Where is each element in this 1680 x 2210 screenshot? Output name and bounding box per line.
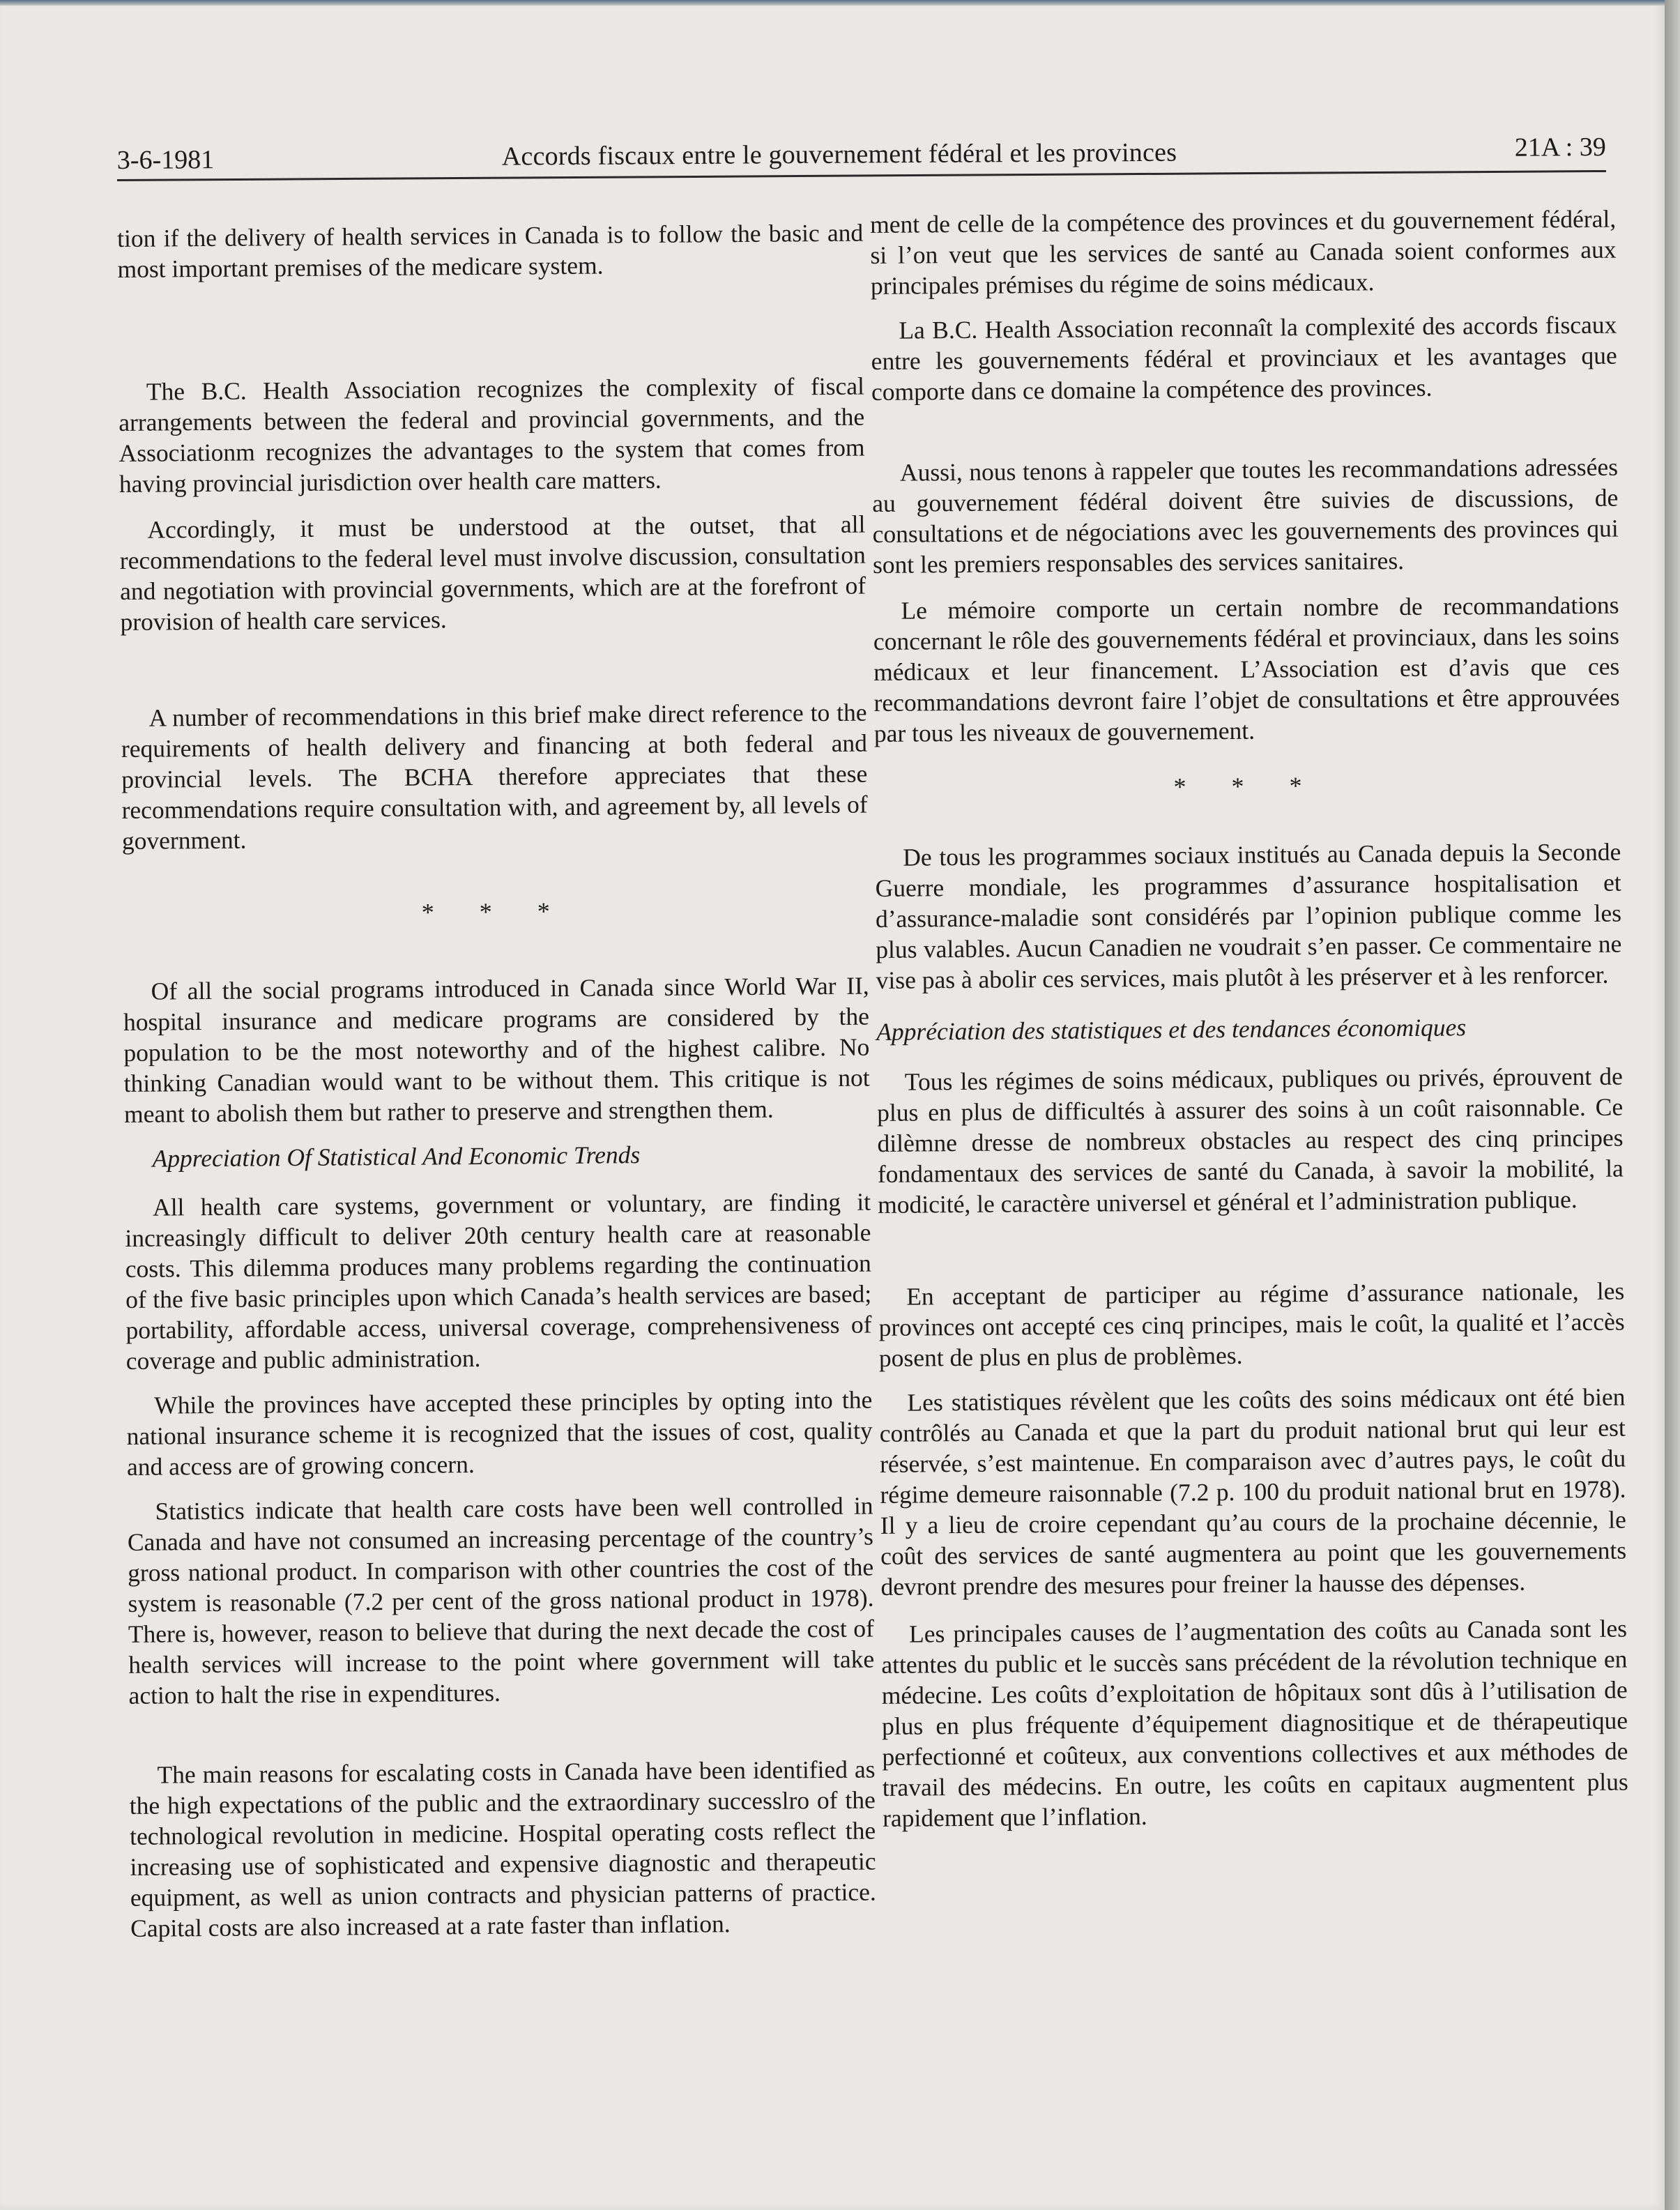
- fr-paragraph-4: Le mémoire comporte un certain nombre de recommandations concernant le rôle des gouvernements fédéral et provinciaux, dans les soins médicaux et leur financement. L’Association est d’avis que ces recommandations devront faire l’objet de consultations et être approuvées par tous les niveaux de gouvernement.: [873, 590, 1620, 747]
- en-paragraph-3: Accordingly, it must be understood at the outset, that all recommendations to the federal level must involve discussion, consultation and negotiation with provincial governments, which are at the forefront of provision of health care services.: [119, 510, 866, 636]
- english-column: [117, 218, 878, 2105]
- french-column: [870, 204, 1631, 2091]
- header-date: 3-6-1981: [116, 145, 215, 176]
- en-paragraph-8: Statistics indicate that health care costs have been well controlled in Canada and have not consumed an increasing percentage of the country’s gross national product. In comparison with other countries the cost of the system is reasonable (7.2 per cent of the gross national product in 1978). There is, however, reason to believe that during the next decade the cost of health services will increase to the point where government will take action to halt the rise in expenditures.: [127, 1491, 875, 1709]
- fr-paragraph-5: De tous les programmes sociaux institués au Canada depuis la Seconde Guerre mondiale, les programmes d’assurance hospitalisation et d’assurance-maladie sont considérés par l’opinion publique comme les plus valables. Aucun Canadien ne voudrait s’en passer. Ce commentaire ne vise pas à abolir ces services, mais plutôt à les préserver et à les renforcer.: [875, 837, 1622, 994]
- page-header: [117, 130, 1606, 178]
- fr-paragraph-3: Aussi, nous tenons à rappeler que toutes les recommandations adressées au gouvernement fédéral doivent être suivies de discussions, de consultations et de négociations avec les gouvernements des provinces qui sont les premiers responsables des services sanitaires.: [872, 452, 1619, 579]
- en-subheading: Appreciation Of Statistical And Economic Trends: [152, 1141, 641, 1173]
- fr-section-separator: * * *: [1173, 771, 1322, 801]
- header-rule: [117, 170, 1606, 181]
- top-edge-band: [0, 0, 1665, 6]
- fr-subheading: Appréciation des statistiques et des tendances économiques: [876, 1013, 1467, 1046]
- en-paragraph-4: A number of recommendations in this brief make direct reference to the requirements of health delivery and financing at both federal and provincial levels. The BCHA therefore appreciates that these recommendations require consultation with, and agreement by, all levels of government.: [121, 698, 868, 855]
- en-paragraph-1: tion if the delivery of health services in Canada is to follow the basic and most important premises of the medicare system.: [117, 218, 864, 283]
- en-section-separator: * * *: [421, 897, 570, 927]
- en-paragraph-5: Of all the social programs introduced in Canada since World War II, hospital insurance and medicare programs are considered by the population to be the most noteworthy and of the highest calibre. No thinking Canadian would want to be without them. This critique is not meant to abolish them but rather to preserve and strengthen them.: [123, 971, 870, 1128]
- fr-paragraph-9: Les principales causes de l’augmentation des coûts au Canada sont les attentes du public et le succès sans précédent de la révolution technique en médecine. Les coûts d’exploitation de hôpitaux sont dûs à l’utilisation de plus en plus fréquente d’équipement diagnositique et de thérapeutique perfectionné et coûteux, aux conventions collectives et aux méthodes de travail des médecins. En outre, les coûts en capitaux augmentent plus rapidement que l’inflation.: [881, 1614, 1628, 1832]
- fr-paragraph-1: ment de celle de la compétence des provinces et du gouvernement fédéral, si l’on veut que les services de santé au Canada soient conformes aux principales prémises du régime de soins médicaux.: [870, 204, 1617, 300]
- header-page-number: 21A : 39: [1514, 132, 1606, 162]
- en-paragraph-2: The B.C. Health Association recognizes the complexity of fiscal arrangements between the federal and provincial governments, and the Associationm recognizes the advantages to the system that comes from having provincial jurisdiction over health care matters.: [119, 372, 865, 498]
- fr-paragraph-7: En acceptant de participer au régime d’assurance nationale, les provinces ont accepté ces cinq principes, mais le coût, la qualité et l’accès posent de plus en plus de problèmes.: [878, 1277, 1625, 1372]
- en-paragraph-6: All health care systems, government or voluntary, are finding it increasingly difficult to deliver 20th century health care at reasonable costs. This dilemma produces many problems regarding the continuation of the five basic principles upon which Canada’s health services are based; portability, affordable access, universal coverage, comprehensiveness of coverage and public administration.: [125, 1187, 872, 1375]
- en-paragraph-9: The main reasons for escalating costs in Canada have been identified as the high expectations of the public and the extraordinary successlro of the technological revolution in medicine. Hospital operating costs reflect the increasing use of sophisticated and expensive diagnostic and therapeutic equipment, as well as union contracts and physician patterns of practice. Capital costs are also increased at a rate faster than inflation.: [129, 1755, 876, 1942]
- fr-paragraph-8: Les statistiques révèlent que les coûts des soins médicaux ont été bien contrôlés au Canada et que la part du produit national brut qui leur est réservée, s’est maintenue. En comparaison avec d’autres pays, le coût du régime demeure raisonnable (7.2 p. 100 du produit national brut en 1978). Il y a lieu de croire cependant qu’au cours de la prochaine décennie, le coût des services de santé augmentera au point que les gouvernements devront prendre des mesures pour freiner la hausse des dépenses.: [879, 1382, 1627, 1601]
- scan-edge: [1665, 0, 1680, 2210]
- fr-paragraph-2: La B.C. Health Association reconnaît la complexité des accords fiscaux entre les gouvernements fédéral et provinciaux et les avantages que comporte dans ce domaine la compétence des provinces.: [871, 310, 1617, 406]
- en-paragraph-7: While the provinces have accepted these principles by opting into the national insurance scheme it is recognized that the issues of cost, quality and access are of growing concern.: [126, 1385, 873, 1481]
- header-title: Accords fiscaux entre le gouvernement fédéral et les provinces: [501, 137, 1177, 172]
- fr-paragraph-6: Tous les régimes de soins médicaux, publiques ou privés, éprouvent de plus en plus de difficultés à assurer des soins à un coût raisonnable. Ce dilèmne dresse de nombreux obstacles au respect des cinq principes fondamentaux des services de santé du Canada, à savoir la mobilité, la modicité, le caractère universel et général et l’administration publique.: [877, 1062, 1624, 1219]
